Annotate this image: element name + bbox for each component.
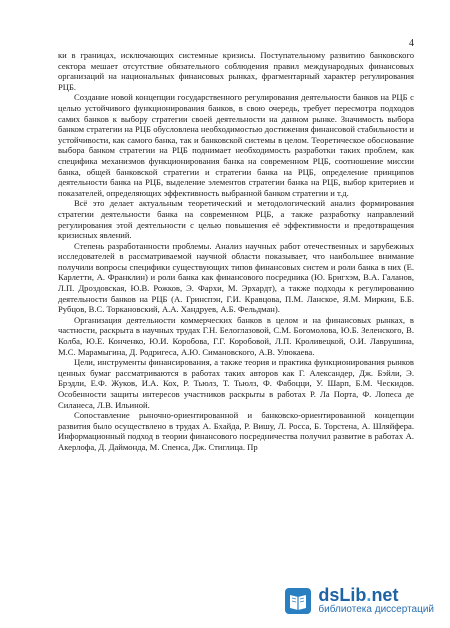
page-number: 4	[409, 38, 414, 49]
dslib-tagline: библиотека диссертаций	[318, 604, 434, 615]
paragraph-comparison: Сопоставление рыночно-ориентированной и банковско-ориентированной концепции развития было осуществлено в трудах А. Бхайда, Р. Вишу, Л. Росса, Б. Торстена, А. Шляйфера. Информационный подход в теории финансового посредничества получил развитие в работах А. Акерлофа, Д. Даймонда, М. Спенса, Дж. Стиглица. Пр	[58, 410, 414, 452]
paragraph-commercial-banks: Организация деятельности коммерческих банков в целом и на финансовых рынках, в частности, раскрыта в научных трудах Г.Н. Белоглазовой, С.М. Богомолова, Ю.Б. Зеленского, В. Колба, Ю.Е. Конченко, Ю.И. Коробова, Г.Г. Коробовой, Л.П. Кроливецкой, О.И. Лаврушина, М.С. Марамыгина, Д. Родригеса, А.Ю. Симановского, А.В. Улюкаева.	[58, 314, 414, 357]
paragraph-research-degree: Степень разработанности проблемы. Анализ научных работ отечественных и зарубежных исследователей в рассматриваемой научной области показывает, что наибольшее внимание получили вопросы специфики существующих типов финансовых систем и роли банка в них (Е. Карлетти, А. Франклин) и роли банка как финансового посредника (Ю. Бригхэм, В.А. Галанов, Л.П. Дроздовская, Ю.В. Рожков, Э. Фархи, М. Эрхардт), а также подходы к регулированию деятельности банков на РЦБ (А. Гринспэн, Г.И. Кравцова, П.М. Ланское, Я.М. Миркин, Б.Б. Рубцов, В.С. Торкановский, А.А. Хандруев, А.Б. Фельдман).	[58, 240, 414, 315]
paragraph-continuation: ки в границах, исключающих системные кризисы. Поступательному развитию банковского сектора мешает отсутствие обязательного соблюдения правил международных финансовых организаций на национальных финансовых рынках, фрагментарный характер регулирования РЦБ.	[58, 50, 414, 92]
dslib-book-icon	[283, 586, 313, 616]
dslib-watermark[interactable]	[283, 586, 434, 616]
paragraph-regulation-concept: Создание новой концепции государственного регулирования деятельности банков на РЦБ с целью устойчивого функционирования банков, в свою очередь, требует пересмотра подходов самих банков к выбору стратегии своей деятельности на данном рынке. Значимость выбора банком стратегии на РЦБ обусловлена необходимостью достижения финансовой стабильности и устойчивости, как самого банка, так и банковской системы в целом. Теоретическое обоснование выбора банком стратегии на РЦБ поднимает необходимость разработки таких проблем, как специфика механизмов функционирования банка на современном РЦБ, соотношение миссии банка, общей банковской стратегии и стратегии банка на РЦБ, определение принципов деятельности банка на РЦБ, выделение элементов стратегии банка на РЦБ, выбор критериев и показателей, определяющих эффективность выбранной банком стратегии и т.д.	[58, 92, 414, 198]
paragraph-financing-goals: Цели, инструменты финансирования, а также теория и практика функционирования рынков ценных бумаг рассматриваются в работах таких авторов как Г. Александер, Дж. Бэйли, Э. Брэдли, Е.Ф. Жуков, И.А. Кох, Р. Тьюлз, Т. Тьюлз, Ф. Фабоцци, У. Шарп, Б.М. Ческидов. Особенности защиты интересов участников раскрыты в работах Р. Ла Порта, Ф. Лопеса де Силанеса, Л.В. Ильиной.	[58, 357, 414, 410]
dslib-site-name: dsLib.net	[318, 585, 399, 605]
document-body	[58, 50, 414, 453]
paragraph-relevance: Всё это делает актуальным теоретический и методологический анализ формирования стратегии деятельности банка на современном РЦБ, а также разработку направлений регулирования этой деятельности с целью повышения её эффективности и предотвращения кризисных явлений.	[58, 198, 414, 241]
